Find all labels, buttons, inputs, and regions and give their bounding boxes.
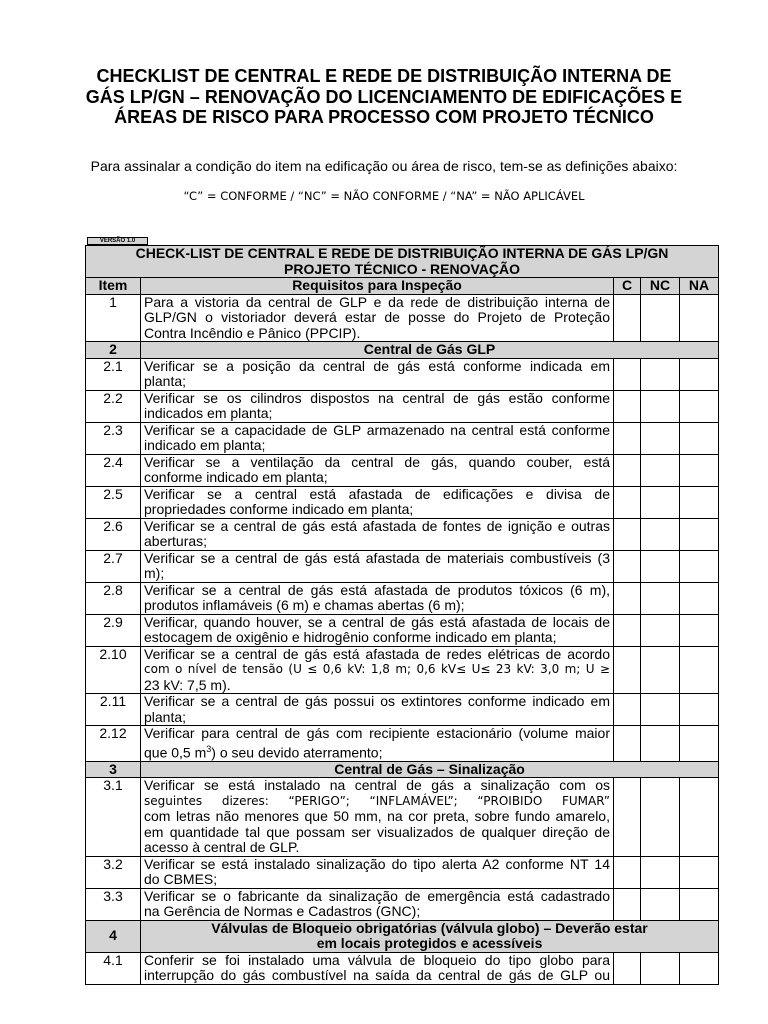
item-requirement [141,486,614,518]
table-row [86,726,719,762]
table-row [86,294,719,342]
check-na-cell[interactable] [680,390,719,422]
item-requirement [141,856,614,888]
item-requirement [141,294,614,342]
requirement-line: Verificar se a central de gás possui os extintores conforme indicado em [144,693,610,709]
column-header-na: NA [680,278,719,295]
check-na-cell[interactable] [680,888,719,920]
section-row [86,342,719,359]
requirement-line: Verificar se a capacidade de GLP armazenado na central está conforme [144,421,610,438]
checklist-table [85,245,719,985]
check-nc-cell[interactable] [641,694,680,726]
check-nc-cell[interactable] [641,358,680,390]
check-na-cell[interactable] [680,550,719,582]
section-row [86,761,719,778]
requirement-line: Verificar se a posição da central de gás está conforme indicada em [144,357,610,374]
section-title: Central de Gás GLP [141,342,719,359]
check-nc-cell[interactable] [641,454,680,486]
requirement-line: Verificar se a central de gás está afastada de materiais combustíveis (3 [144,549,610,566]
check-c-cell[interactable] [614,856,641,888]
item-number: 2.8 [86,582,141,614]
table-row [86,888,719,920]
table-header-subtitle: PROJETO TÉCNICO - RENOVAÇÃO [284,260,520,277]
item-requirement [141,422,614,454]
check-nc-cell[interactable] [641,614,680,646]
check-nc-cell[interactable] [641,390,680,422]
check-na-cell[interactable] [680,694,719,726]
column-header-nc: NC [641,278,680,295]
item-requirement [141,646,614,694]
intro-text: Para assinalar a condição do item na edificação ou área de risco, tem-se as definições abaixo: [90,158,678,174]
requirement-line: com letras não menores que 50 mm, na cor preta, sobre fundo amarelo, [144,808,610,825]
check-nc-cell[interactable] [641,294,680,342]
check-nc-cell[interactable] [641,518,680,550]
check-c-cell[interactable] [614,726,641,762]
check-c-cell[interactable] [614,390,641,422]
table-row [86,390,719,422]
requirement-line: aberturas; [144,533,208,549]
requirement-line: conforme indicado em planta; [144,469,328,485]
requirement-line: indicados em planta; [144,405,273,421]
requirement-line: Verificar se está instalado sinalização do tipo alerta A2 conforme NT 14 [144,855,610,872]
item-requirement [141,454,614,486]
section-number: 3 [86,761,141,778]
item-requirement [141,390,614,422]
table-row [86,778,719,857]
table-row [86,454,719,486]
requirement-line: Verificar se está instalado na central de gás a sinalização com os [144,777,610,794]
item-number: 3.2 [86,856,141,888]
check-c-cell[interactable] [614,358,641,390]
requirement-line: Conferir se foi instalado uma válvula de bloqueio do tipo globo para [144,951,610,968]
section-number: 4 [86,920,141,952]
requirement-line: indicado em planta; [144,437,266,453]
table-row [86,582,719,614]
item-requirement [141,614,614,646]
requirement-line: 23 kV: 7,5 m). [144,676,231,693]
check-c-cell[interactable] [614,646,641,694]
item-number: 2.11 [86,694,141,726]
requirement-line: em quantidade tal que possam ser visualizados de qualquer direção de [144,823,610,840]
section-title-line: em locais protegidos e acessíveis [316,935,543,952]
requirement-text: que 0,5 m [144,744,207,761]
item-requirement [141,726,614,762]
check-na-cell[interactable] [680,422,719,454]
requirement-line: interrupção do gás combustível na saída da central de gás de GLP ou [144,967,610,984]
item-number: 2.6 [86,518,141,550]
requirement-line: Verificar se a central de gás está afastada de fontes de ignição e outras [144,517,610,534]
check-na-cell[interactable] [680,856,719,888]
legend-definitions: “C” = CONFORME / “NC” = NÃO CONFORME / “NA” = NÃO APLICÁVEL [183,189,585,203]
item-number: 1 [86,294,141,342]
version-label: VERSÃO 1.0 [87,237,148,245]
item-number: 2.3 [86,422,141,454]
item-requirement [141,888,614,920]
check-c-cell[interactable] [614,550,641,582]
check-nc-cell[interactable] [641,582,680,614]
item-requirement [141,694,614,726]
requirement-line: planta; [144,373,187,389]
check-na-cell[interactable] [680,778,719,857]
item-number: 2.7 [86,550,141,582]
check-c-cell[interactable] [614,422,641,454]
requirement-line: Verificar se a ventilação da central de gás, quando couber, está [144,453,610,470]
table-row [86,614,719,646]
requirement-line: estocagem de oxigênio e hidrogênio conforme indicado em planta; [144,629,557,645]
table-header-row [86,246,719,278]
table-row [86,694,719,726]
check-na-cell[interactable] [680,614,719,646]
check-c-cell[interactable] [614,614,641,646]
requirement-line: na Gerência de Normas e Cadastros (GNC); [144,903,421,920]
document-title [60,66,708,128]
item-number: 2.1 [86,358,141,390]
check-na-cell[interactable] [680,726,719,762]
requirement-line: seguintes dizeres: “PERIGO”; “INFLAMÁVEL”; “PROIBIDO FUMAR” [144,793,610,808]
check-c-cell[interactable] [614,778,641,857]
check-c-cell[interactable] [614,582,641,614]
section-title: Central de Gás – Sinalização [141,761,719,778]
table-row [86,358,719,390]
check-c-cell[interactable] [614,294,641,342]
title-line: GÁS LP/GN – RENOVAÇÃO DO LICENCIAMENTO DE EDIFICAÇÕES E [85,86,683,107]
requirement-line: planta; [144,708,187,725]
superscript: 3 [206,743,212,754]
requirement-line: Verificar se o fabricante da sinalização de emergência está cadastrado [144,887,610,904]
requirement-text: ) o seu devido aterramento; [211,744,383,761]
table-row [86,856,719,888]
item-requirement [141,550,614,582]
requirement-line: do CBMES; [144,871,218,888]
item-number: 2.5 [86,486,141,518]
item-number: 2.2 [86,390,141,422]
requirement-line: m); [144,565,165,581]
column-header-c: C [614,278,641,295]
column-header-row [86,278,719,295]
check-nc-cell[interactable] [641,550,680,582]
requirement-line: Verificar se os cilindros dispostos na central de gás estão conforme [144,389,610,406]
item-number: 2.10 [86,646,141,694]
requirement-line: acesso à central de GLP. [144,839,300,856]
section-number: 2 [86,342,141,359]
check-c-cell[interactable] [614,952,641,984]
requirement-line: produtos inflamáveis (6 m) e chamas abertas (6 m); [144,597,465,613]
item-requirement [141,582,614,614]
requirement-line: Verificar se a central de gás está afastada de redes elétricas de acordo [144,645,610,662]
check-nc-cell[interactable] [641,856,680,888]
item-number: 2.4 [86,454,141,486]
column-header-requirements: Requisitos para Inspeção [141,278,614,295]
check-na-cell[interactable] [680,454,719,486]
table-header [86,246,719,278]
section-row [86,920,719,952]
check-na-cell[interactable] [680,358,719,390]
section-title-line: Válvulas de Bloqueio obrigatórias (válvula globo) – Deverão estar [211,919,648,936]
requirement-line: com o nível de tensão (U ≤ 0,6 kV: 1,8 m; 0,6 kV≤ U≤ 23 kV: 3,0 m; U ≥ [144,662,610,676]
check-na-cell[interactable] [680,952,719,984]
check-nc-cell[interactable] [641,778,680,857]
requirement-line: Para a vistoria da central de GLP e da rede de distribuição interna de [144,293,610,310]
requirement-line: Verificar para central de gás com recipiente estacionário (volume maior [144,725,610,741]
check-nc-cell[interactable] [641,486,680,518]
check-nc-cell[interactable] [641,726,680,762]
check-c-cell[interactable] [614,518,641,550]
item-requirement [141,358,614,390]
table-row [86,518,719,550]
check-nc-cell[interactable] [641,952,680,984]
requirement-line [144,742,610,761]
check-na-cell[interactable] [680,294,719,342]
table-row [86,486,719,518]
check-na-cell[interactable] [680,582,719,614]
item-number: 4.1 [86,952,141,984]
requirement-line: Verificar se a central de gás está afastada de produtos tóxicos (6 m), [144,581,610,598]
table-row [86,550,719,582]
requirement-line: propriedades conforme indicado em planta; [144,501,414,517]
requirement-line: Contra Incêndio e Pânico (PPCIP). [144,324,361,341]
item-requirement [141,778,614,857]
item-number: 3.1 [86,778,141,857]
check-na-cell[interactable] [680,646,719,694]
title-line: ÁREAS DE RISCO PARA PROCESSO COM PROJETO TÉCNICO [114,107,654,127]
table-row [86,646,719,694]
check-na-cell[interactable] [680,486,719,518]
check-c-cell[interactable] [614,694,641,726]
check-na-cell[interactable] [680,518,719,550]
requirement-line: GLP/GN o vistoriador deverá estar de posse do Projeto de Proteção [144,309,610,325]
item-number: 3.3 [86,888,141,920]
table-header-title: CHECK-LIST DE CENTRAL E REDE DE DISTRIBUIÇÃO INTERNA DE GÁS LP/GN [135,245,669,261]
check-nc-cell[interactable] [641,888,680,920]
title-line: CHECKLIST DE CENTRAL E REDE DE DISTRIBUIÇÃO INTERNA DE [96,66,672,86]
check-c-cell[interactable] [614,454,641,486]
item-number: 2.9 [86,614,141,646]
requirement-line: Verificar, quando houver, se a central de gás está afastada de locais de [144,613,610,630]
check-nc-cell[interactable] [641,646,680,694]
check-c-cell[interactable] [614,486,641,518]
check-nc-cell[interactable] [641,422,680,454]
table-row [86,952,719,984]
item-requirement [141,518,614,550]
requirement-line: Verificar se a central está afastada de edificações e divisa de [144,485,610,502]
column-header-item: Item [86,278,141,295]
check-c-cell[interactable] [614,888,641,920]
section-title [141,920,719,952]
item-requirement [141,952,614,984]
item-number: 2.12 [86,726,141,762]
table-row [86,422,719,454]
